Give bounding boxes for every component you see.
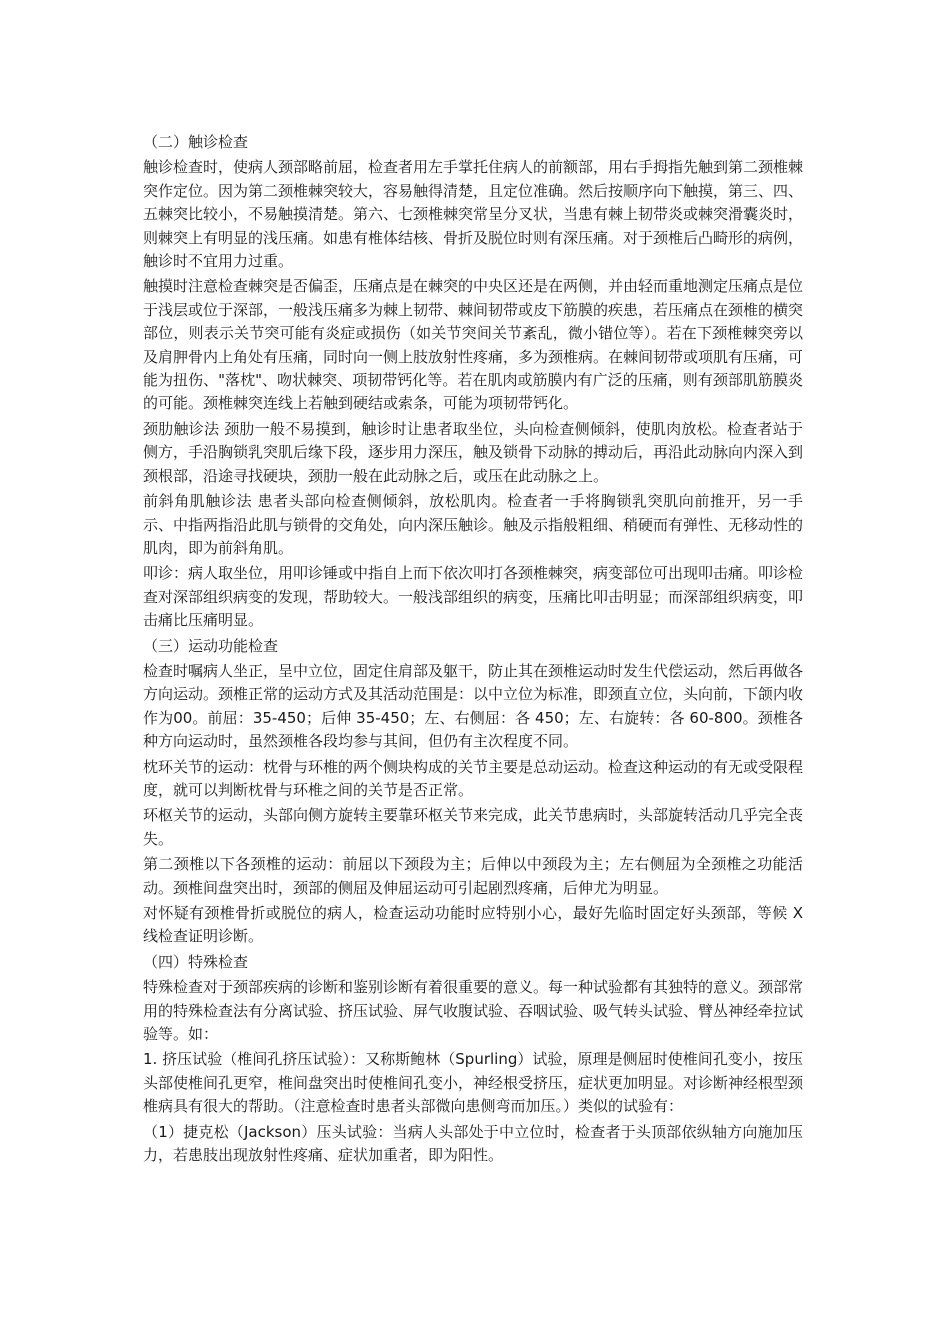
paragraph-atlanto-occipital: 枕环关节的运动：枕骨与环椎的两个侧块构成的关节主要是总动运动。检查这种运动的有无或受限程度，就可以判断枕骨与环椎之间的关节是否正常。 bbox=[143, 757, 804, 799]
section-heading-motion: （三）运动功能检查 bbox=[143, 636, 279, 655]
paragraph-motion-range: 检查时嘱病人坐正，呈中立位，固定住肩部及躯干，防止其在颈椎运动时发生代偿运动，然后再做各方向运动。颈椎正常的运动方式及其活动范围是：以中立位为标准，即颈直立位，头向前，下颌内收作为00。前屈：35-450；后伸 35-450；左、右侧屈：各 450；左、右旋转：各 60-800。颈椎各种方向运动时，虽然颈椎各段均参与其间，但仍有主次程度不同。 bbox=[143, 661, 804, 751]
paragraph-palpation-method: 触诊检查时，使病人颈部略前屈，检查者用左手掌托住病人的前额部，用右手拇指先触到第二颈椎棘突作定位。因为第二颈椎棘突较大，容易触得清楚，且定位准确。然后按顺序向下触摸，第三、四、五棘突比较小，不易触摸清楚。第六、七颈椎棘突常呈分叉状，当患有棘上韧带炎或棘突滑囊炎时，则棘突上有明显的浅压痛。如患有椎体结核、骨折及脱位时则有深压痛。对于颈椎后凸畸形的病例，触诊时不宜用力过重。 bbox=[143, 158, 804, 271]
paragraph-atlanto-axial: 环枢关节的运动，头部向侧方旋转主要靠环枢关节来完成，此关节患病时，头部旋转活动几乎完全丧失。 bbox=[143, 806, 804, 848]
paragraph-lower-cervical: 第二颈椎以下各颈椎的运动：前屈以下颈段为主；后伸以中颈段为主；左右侧屈为全颈椎之功能活动。颈椎间盘突出时，颈部的侧屈及伸屈运动可引起剧烈疼痛，后伸尤为明显。 bbox=[143, 855, 803, 897]
section-heading-palpation: （二）触诊检查 bbox=[143, 133, 249, 151]
paragraph-special-tests: 特殊检查对于颈部疾病的诊断和鉴别诊断有着很重要的意义。每一种试验都有其独特的意义。颈部常用的特殊检查法有分离试验、挤压试验、屏气收腹试验、吞咽试验、吸气转头试验、臂丛神经牵拉试验等。如： bbox=[143, 978, 804, 1044]
paragraph-scalene-palpation: 前斜角肌触诊法 患者头部向检查侧倾斜，放松肌肉。检查者一手将胸锁乳突肌向前推开，另一手示、中指两指沿此肌与锁骨的交角处，向内深压触诊。触及示指般粗细、稍硬而有弹性、无移动性的肌肉，即为前斜角肌。 bbox=[143, 492, 804, 557]
paragraph-cervical-rib-palpation: 颈肋触诊法 颈肋一般不易摸到，触诊时让患者取坐位，头向检查侧倾斜，使肌肉放松。检查者站于侧方，手沿胸锁乳突肌后缘下段，逐步用力深压，触及锁骨下动脉的搏动后，再沿此动脉向内深入到颈根部，沿途寻找硬块，颈肋一般在此动脉之后，或压在此动脉之上。 bbox=[143, 419, 804, 485]
paragraph-fracture-caution: 对怀疑有颈椎骨折或脱位的病人，检查运动功能时应特别小心，最好先临时固定好头颈部，等候 X 线检查证明诊断。 bbox=[143, 904, 803, 946]
paragraph-spinous-process-check: 触摸时注意检查棘突是否偏歪，压痛点是在棘突的中央区还是在两侧，并由轻而重地测定压痛点是位于浅层或位于深部，一般浅压痛多为棘上韧带、棘间韧带或皮下筋膜的疾患，若压痛点在颈椎的横突部位，则表示关节突可能有炎症或损伤（如关节突间关节紊乱，微小错位等）。若在下颈椎棘突旁以及肩胛骨内上角处有压痛，同时向一侧上肢放射性疼痛，多为颈椎病。在棘间韧带或项肌有压痛，可能为扭伤、"落枕"、吻状棘突、项韧带钙化等。若在肌肉或筋膜内有广泛的压痛，则有颈部肌筋膜炎的可能。颈椎棘突连线上若触到硬结或索条，可能为项韧带钙化。 bbox=[143, 277, 804, 413]
paragraph-percussion: 叩诊：病人取坐位，用叩诊锤或中指自上而下依次叩打各颈椎棘突，病变部位可出现叩击痛。叩诊检查对深部组织病变的发现，帮助较大。一般浅部组织的病变，压痛比叩击明显；而深部组织病变，叩击痛比压痛明显。 bbox=[143, 564, 804, 630]
document-page bbox=[143, 131, 803, 1169]
paragraph-jackson-test: （1）捷克松（Jackson）压头试验：当病人头部处于中立位时，检查者于头顶部依纵轴方向施加压力，若患肢出现放射性疼痛、症状加重者，即为阳性。 bbox=[143, 1122, 803, 1165]
paragraph-spurling-test: 1. 挤压试验（椎间孔挤压试验）：又称斯鲍林（Spurling）试验，原理是侧屈时使椎间孔变小，按压头部使椎间孔更窄，椎间盘突出时使椎间孔变小，神经根受挤压，症状更加明显。对诊断神经根型颈椎病具有很大的帮助。（注意检查时患者头部微向患侧弯而加压。）类似的试验有： bbox=[143, 1050, 804, 1116]
section-heading-special: （四）特殊检查 bbox=[143, 952, 249, 971]
